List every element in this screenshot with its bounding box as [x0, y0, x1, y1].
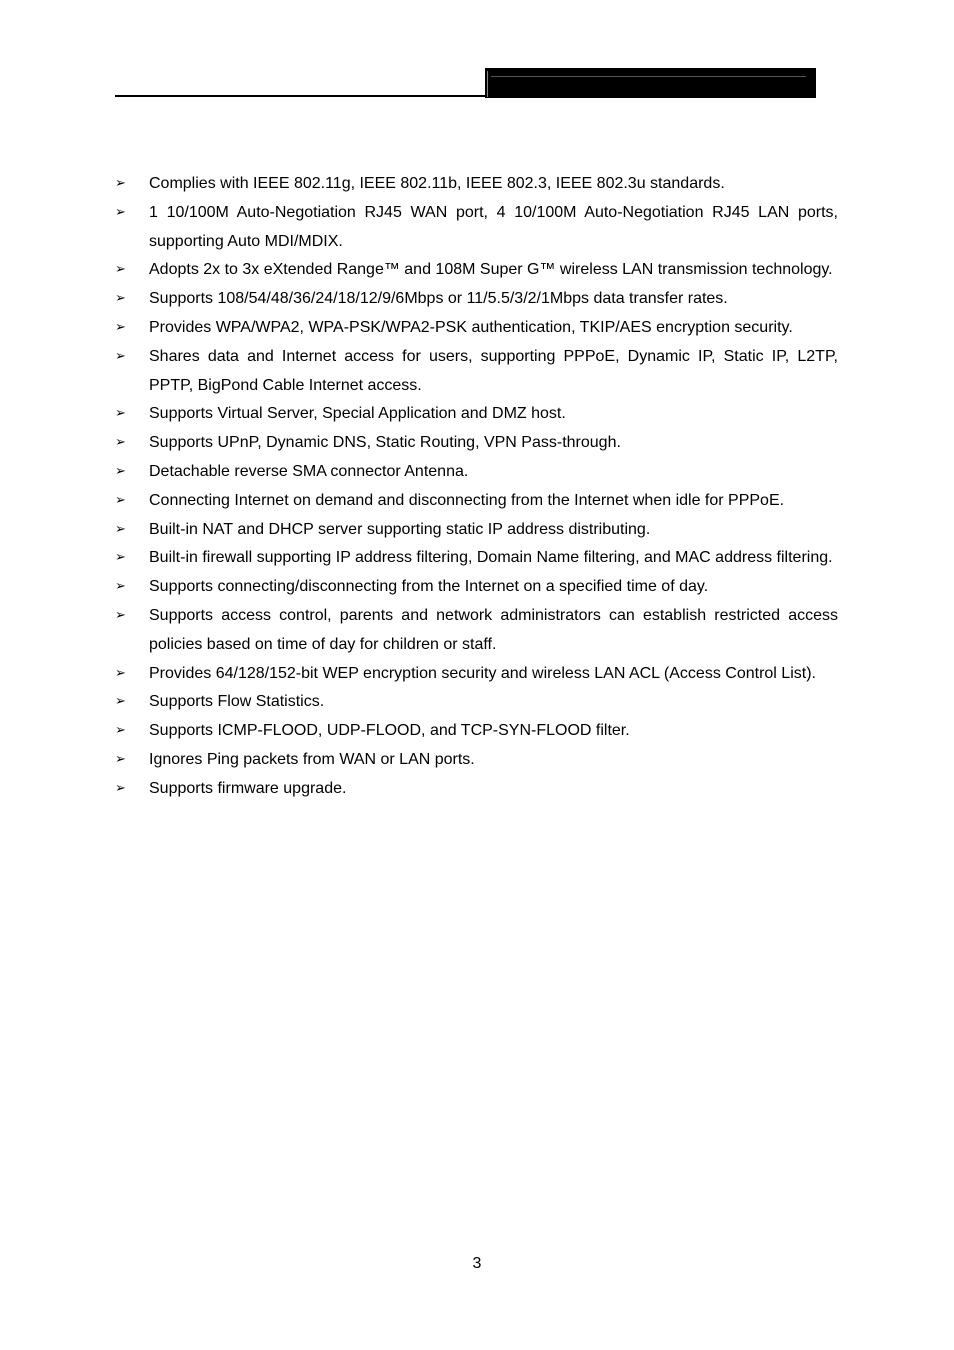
feature-text: Supports Virtual Server, Special Application and DMZ host. — [149, 405, 566, 423]
feature-text: Shares data and Internet access for users, supporting PPPoE, Dynamic IP, Static IP, L2TP, PPTP, BigPond Cable Internet access. — [149, 347, 838, 394]
feature-item — [115, 429, 838, 458]
arrowhead-bullet-icon: ➢ — [115, 694, 126, 710]
feature-item — [115, 487, 838, 516]
feature-text: Ignores Ping packets from WAN or LAN ports. — [149, 750, 475, 768]
arrowhead-bullet-icon: ➢ — [115, 204, 126, 220]
feature-text: Supports UPnP, Dynamic DNS, Static Routing, VPN Pass-through. — [149, 434, 621, 452]
feature-text: Detachable reverse SMA connector Antenna. — [149, 462, 469, 480]
arrowhead-bullet-icon: ➢ — [115, 780, 126, 796]
feature-text: 1 10/100M Auto-Negotiation RJ45 WAN port, 4 10/100M Auto-Negotiation RJ45 LAN ports, supporting Auto MDI/MDIX. — [149, 203, 838, 250]
feature-item — [115, 602, 838, 660]
feature-item — [115, 573, 838, 602]
feature-item — [115, 343, 838, 401]
feature-item — [115, 256, 838, 285]
arrowhead-bullet-icon: ➢ — [115, 262, 126, 278]
feature-text: Complies with IEEE 802.11g, IEEE 802.11b, IEEE 802.3, IEEE 802.3u standards. — [149, 175, 725, 192]
arrowhead-bullet-icon: ➢ — [115, 176, 126, 191]
feature-text: Built-in NAT and DHCP server supporting static IP address distributing. — [149, 520, 651, 538]
feature-text: Supports 108/54/48/36/24/18/12/9/6Mbps or 11/5.5/3/2/1Mbps data transfer rates. — [149, 290, 728, 308]
arrowhead-bullet-icon: ➢ — [115, 579, 126, 595]
feature-item — [115, 746, 838, 775]
feature-item — [115, 660, 838, 689]
feature-text: Supports connecting/disconnecting from the Internet on a specified time of day. — [149, 578, 709, 596]
feature-item — [115, 458, 838, 487]
feature-item — [115, 199, 838, 257]
feature-item — [115, 314, 838, 343]
header-bar — [485, 68, 816, 98]
feature-item — [115, 544, 838, 573]
header-inner-line — [491, 76, 806, 77]
arrowhead-bullet-icon: ➢ — [115, 492, 126, 508]
arrowhead-bullet-icon: ➢ — [115, 291, 126, 307]
feature-item — [115, 717, 838, 746]
arrowhead-bullet-icon: ➢ — [115, 521, 126, 537]
arrowhead-bullet-icon: ➢ — [115, 665, 126, 681]
arrowhead-bullet-icon: ➢ — [115, 751, 126, 767]
header-divider — [487, 71, 488, 97]
feature-text: Provides 64/128/152-bit WEP encryption security and wireless LAN ACL (Access Control List). — [149, 664, 816, 682]
feature-text: Provides WPA/WPA2, WPA-PSK/WPA2-PSK authentication, TKIP/AES encryption security. — [149, 318, 793, 336]
feature-item — [115, 688, 838, 717]
feature-text: Supports firmware upgrade. — [149, 779, 347, 797]
feature-text: Adopts 2x to 3x eXtended Range™ and 108M Super G™ wireless LAN transmission technology. — [149, 261, 833, 279]
arrowhead-bullet-icon: ➢ — [115, 463, 126, 479]
feature-item — [115, 285, 838, 314]
arrowhead-bullet-icon: ➢ — [115, 435, 126, 451]
feature-text: Supports Flow Statistics. — [149, 693, 325, 711]
arrowhead-bullet-icon: ➢ — [115, 723, 126, 739]
arrowhead-bullet-icon: ➢ — [115, 348, 126, 364]
header-rule — [115, 95, 486, 97]
feature-text: Connecting Internet on demand and disconnecting from the Internet when idle for PPPoE. — [149, 491, 785, 509]
feature-item — [115, 400, 838, 429]
feature-text: Built-in firewall supporting IP address filtering, Domain Name filtering, and MAC address filtering. — [149, 549, 833, 567]
feature-text: Supports ICMP-FLOOD, UDP-FLOOD, and TCP-SYN-FLOOD filter. — [149, 722, 630, 740]
arrowhead-bullet-icon: ➢ — [115, 550, 126, 566]
feature-item — [115, 775, 838, 804]
arrowhead-bullet-icon: ➢ — [115, 607, 126, 623]
arrowhead-bullet-icon: ➢ — [115, 319, 126, 335]
feature-text: Supports access control, parents and network administrators can establish restricted access policies based on time of day for children or staff. — [149, 606, 838, 653]
feature-list — [115, 170, 838, 804]
feature-item — [115, 170, 838, 199]
feature-item — [115, 516, 838, 545]
page-number: 3 — [472, 1255, 482, 1272]
arrowhead-bullet-icon: ➢ — [115, 406, 126, 422]
